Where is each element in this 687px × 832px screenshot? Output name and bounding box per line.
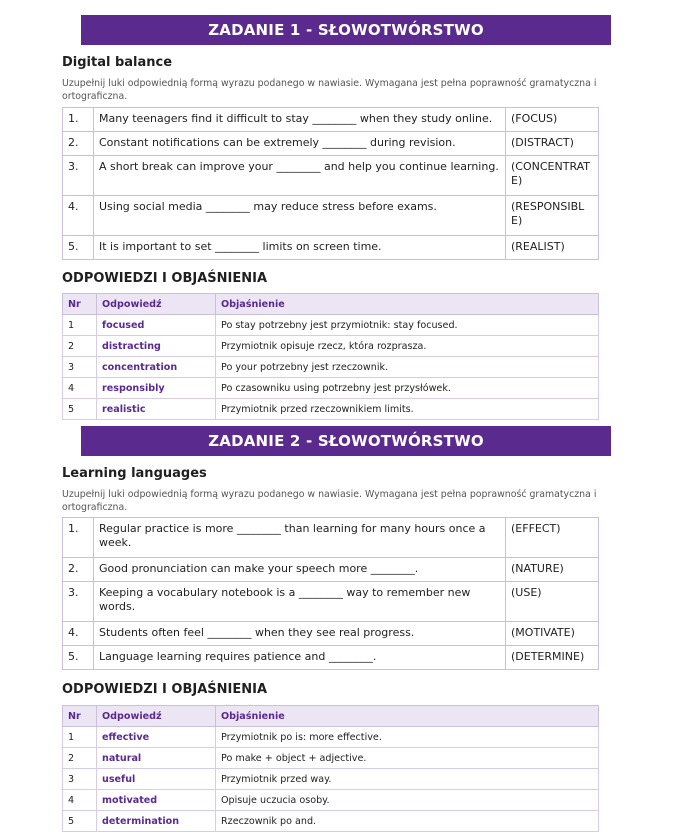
exercise-sentence: It is important to set ________ limits on screen time. <box>94 236 506 260</box>
exercise-sentence: Keeping a vocabulary notebook is a ________ way to remember new words. <box>94 582 506 622</box>
task2-heading: Learning languages <box>62 466 207 481</box>
exercise-number: 3. <box>63 156 94 196</box>
answer-row <box>63 315 599 336</box>
answer-explanation: Przymiotnik przed way. <box>216 769 599 790</box>
header-nr: Nr <box>63 706 97 727</box>
answer-word: natural <box>97 748 216 769</box>
exercise-number: 4. <box>63 196 94 236</box>
answer-word: motivated <box>97 790 216 811</box>
exercise-row <box>63 558 599 582</box>
task1-instruction: Uzupełnij luki odpowiednią formą wyrazu podanego w nawiasie. Wymagana jest pełna poprawność gramatyczna i ortograficzna. <box>62 78 597 102</box>
exercise-sentence: A short break can improve your ________ and help you continue learning. <box>94 156 506 196</box>
exercise-number: 5. <box>63 236 94 260</box>
answer-explanation: Przymiotnik przed rzeczownikiem limits. <box>216 399 599 420</box>
exercise-base-word: (CONCENTRATE) <box>506 156 599 196</box>
answer-row <box>63 769 599 790</box>
task2-exercise-table <box>62 517 599 670</box>
answer-row <box>63 336 599 357</box>
exercise-sentence: Regular practice is more ________ than learning for many hours once a week. <box>94 518 506 558</box>
exercise-row <box>63 622 599 646</box>
answer-row <box>63 790 599 811</box>
exercise-base-word: (REALIST) <box>506 236 599 260</box>
task1-exercise-table <box>62 107 599 260</box>
answer-word: effective <box>97 727 216 748</box>
task2-instruction: Uzupełnij luki odpowiednią formą wyrazu podanego w nawiasie. Wymagana jest pełna poprawność gramatyczna i ortograficzna. <box>62 489 597 513</box>
exercise-row <box>63 646 599 670</box>
exercise-base-word: (DETERMINE) <box>506 646 599 670</box>
answer-word: distracting <box>97 336 216 357</box>
header-nr: Nr <box>63 294 97 315</box>
answer-row <box>63 378 599 399</box>
answer-nr: 2 <box>63 336 97 357</box>
exercise-row <box>63 518 599 558</box>
header-answer: Odpowiedź <box>97 294 216 315</box>
exercise-row <box>63 196 599 236</box>
exercise-row <box>63 132 599 156</box>
exercise-sentence: Many teenagers find it difficult to stay ________ when they study online. <box>94 108 506 132</box>
answers-header-row <box>63 706 599 727</box>
answer-explanation: Po your potrzebny jest rzeczownik. <box>216 357 599 378</box>
answer-word: determination <box>97 811 216 832</box>
exercise-base-word: (FOCUS) <box>506 108 599 132</box>
exercise-row <box>63 156 599 196</box>
exercise-number: 1. <box>63 108 94 132</box>
answer-nr: 5 <box>63 811 97 832</box>
answer-nr: 1 <box>63 315 97 336</box>
header-answer: Odpowiedź <box>97 706 216 727</box>
answer-word: responsibly <box>97 378 216 399</box>
answer-explanation: Po make + object + adjective. <box>216 748 599 769</box>
answer-nr: 5 <box>63 399 97 420</box>
exercise-number: 3. <box>63 582 94 622</box>
exercise-sentence: Good pronunciation can make your speech more ________. <box>94 558 506 582</box>
header-explanation: Objaśnienie <box>216 706 599 727</box>
answer-row <box>63 727 599 748</box>
answer-explanation: Po stay potrzebny jest przymiotnik: stay focused. <box>216 315 599 336</box>
exercise-number: 2. <box>63 558 94 582</box>
answer-row <box>63 811 599 832</box>
answers-header-row <box>63 294 599 315</box>
task2-answers-heading: ODPOWIEDZI I OBJAŚNIENIA <box>62 682 268 697</box>
answer-nr: 3 <box>63 769 97 790</box>
exercise-base-word: (MOTIVATE) <box>506 622 599 646</box>
answer-explanation: Po czasowniku using potrzebny jest przysłówek. <box>216 378 599 399</box>
exercise-sentence: Using social media ________ may reduce stress before exams. <box>94 196 506 236</box>
answer-explanation: Przymiotnik opisuje rzecz, która rozprasza. <box>216 336 599 357</box>
answer-nr: 2 <box>63 748 97 769</box>
answer-explanation: Przymiotnik po is: more effective. <box>216 727 599 748</box>
answer-word: useful <box>97 769 216 790</box>
task1-banner: ZADANIE 1 - SŁOWOTWÓRSTWO <box>81 15 611 45</box>
answer-nr: 4 <box>63 378 97 399</box>
task2-answers-table <box>62 705 599 832</box>
answer-explanation: Rzeczownik po and. <box>216 811 599 832</box>
answer-nr: 3 <box>63 357 97 378</box>
exercise-row <box>63 236 599 260</box>
exercise-sentence: Language learning requires patience and ________. <box>94 646 506 670</box>
exercise-row <box>63 582 599 622</box>
header-explanation: Objaśnienie <box>216 294 599 315</box>
task1-answers-heading: ODPOWIEDZI I OBJAŚNIENIA <box>62 271 268 286</box>
exercise-sentence: Students often feel ________ when they see real progress. <box>94 622 506 646</box>
exercise-base-word: (USE) <box>506 582 599 622</box>
answer-nr: 4 <box>63 790 97 811</box>
exercise-sentence: Constant notifications can be extremely ________ during revision. <box>94 132 506 156</box>
exercise-base-word: (DISTRACT) <box>506 132 599 156</box>
exercise-base-word: (RESPONSIBLE) <box>506 196 599 236</box>
exercise-number: 5. <box>63 646 94 670</box>
answer-word: focused <box>97 315 216 336</box>
answer-explanation: Opisuje uczucia osoby. <box>216 790 599 811</box>
task1-answers-table <box>62 293 599 420</box>
exercise-number: 1. <box>63 518 94 558</box>
answer-row <box>63 399 599 420</box>
answer-word: realistic <box>97 399 216 420</box>
task2-banner: ZADANIE 2 - SŁOWOTWÓRSTWO <box>81 426 611 456</box>
exercise-base-word: (NATURE) <box>506 558 599 582</box>
answer-nr: 1 <box>63 727 97 748</box>
exercise-number: 4. <box>63 622 94 646</box>
exercise-base-word: (EFFECT) <box>506 518 599 558</box>
answer-row <box>63 357 599 378</box>
exercise-row <box>63 108 599 132</box>
task1-heading: Digital balance <box>62 55 173 70</box>
answer-word: concentration <box>97 357 216 378</box>
exercise-number: 2. <box>63 132 94 156</box>
answer-row <box>63 748 599 769</box>
